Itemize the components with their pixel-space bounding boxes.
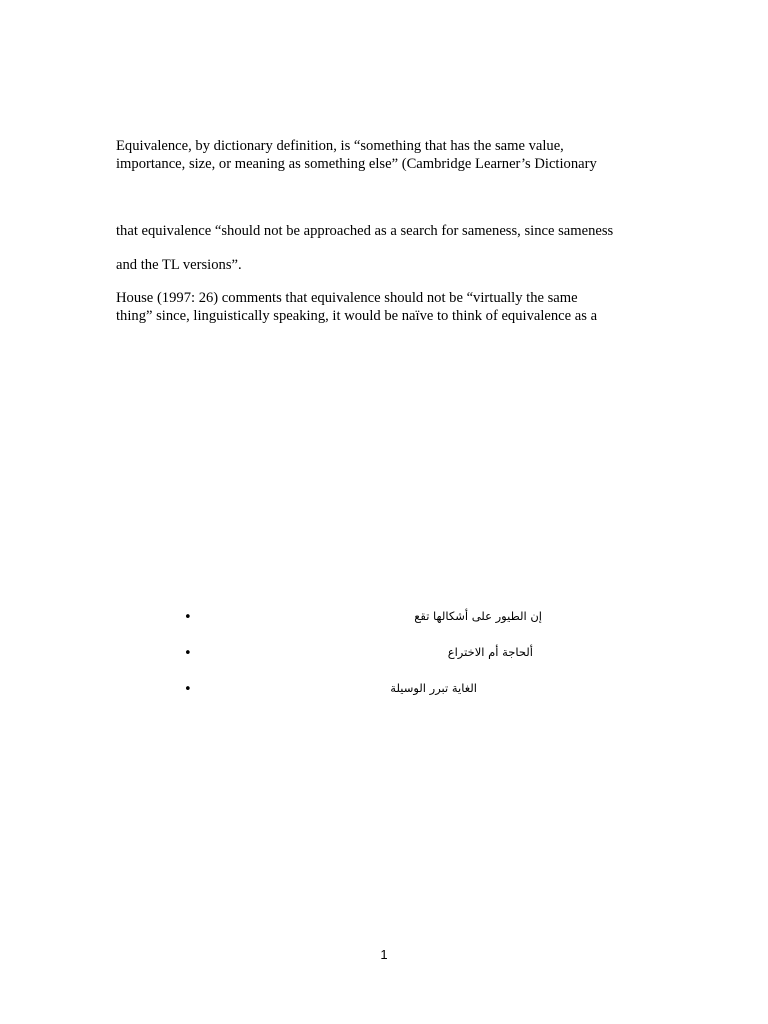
- paragraph-1-line-2: importance, size, or meaning as something else” (Cambridge Learner’s Dictionary: [116, 156, 597, 172]
- bullet-marker: •: [184, 682, 192, 697]
- bullet-item-text: الغاية تبرر الوسيلة: [390, 681, 477, 695]
- bullet-item-text: ألحاجة أم الاختراع: [447, 645, 533, 659]
- paragraph-4-line-1: House (1997: 26) comments that equivalence should not be “virtually the same: [116, 290, 578, 306]
- bullet-marker: •: [184, 610, 192, 625]
- bullet-marker: •: [184, 646, 192, 661]
- paragraph-3-line-1: and the TL versions”.: [116, 257, 242, 273]
- paragraph-1-line-1: Equivalence, by dictionary definition, is “something that has the same value,: [116, 138, 564, 154]
- page-number: 1: [380, 947, 388, 962]
- paragraph-4-line-2: thing” since, linguistically speaking, it would be naïve to think of equivalence as a: [116, 308, 598, 324]
- paragraph-2-line-1: that equivalence “should not be approached as a search for sameness, since sameness: [116, 223, 614, 239]
- bullet-item-text: إن الطيور على أشكالها تقع: [414, 609, 542, 623]
